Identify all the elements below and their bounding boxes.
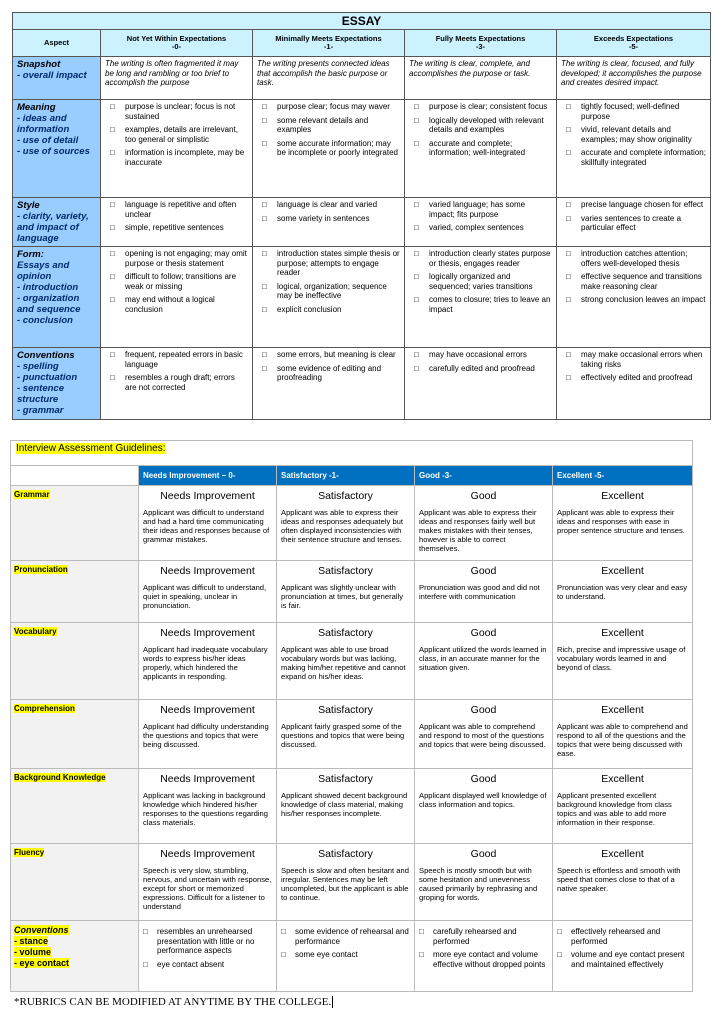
level-cell: Needs Improvement Applicant was difficult to understand, quiet in speaking, unclear in pronunciation. xyxy=(139,560,277,622)
checkbox-item: □ effective sequence and transitions make reasoning clear xyxy=(561,272,706,291)
checkbox-item: □ may end without a logical conclusion xyxy=(105,295,248,314)
aspect-cell: Meaning - ideas and information - use of detail - use of sources xyxy=(13,100,101,198)
interview-row-conventions xyxy=(11,921,693,992)
level-header: Good -3- xyxy=(415,465,553,485)
checkbox-item: □ opening is not engaging; may omit purpose or thesis statement xyxy=(105,249,248,268)
level-cell: Satisfactory Speech is slow and often hesitant and irregular. Sentences may be left uncompleted, but the applicant is able to continue. xyxy=(277,844,415,921)
level-header: Excellent -5- xyxy=(553,465,693,485)
level-cell: Good Speech is mostly smooth but with some hesitation and unevenness caused primarily by rephrasing and groping for words. xyxy=(415,844,553,921)
level-header: Exceeds Expectations -5- xyxy=(557,30,711,57)
checkbox-item: □ precise language chosen for effect xyxy=(561,200,706,210)
checkbox-item: □ introduction catches attention; offers well-developed thesis xyxy=(561,249,706,268)
interview-row-comprehension xyxy=(11,700,693,769)
checkbox-item: □ difficult to follow; transitions are weak or missing xyxy=(105,272,248,291)
level-header: Satisfactory -1- xyxy=(277,465,415,485)
checkbox-item: □ some errors, but meaning is clear xyxy=(257,350,400,360)
criteria-cell xyxy=(405,348,557,420)
essay-row-snapshot xyxy=(13,57,711,100)
checkbox-item: □ volume and eye contact present and maintained effectively xyxy=(553,950,692,969)
level-cell: Excellent Applicant presented excellent background knowledge from class topics and was able to add more information in their response. xyxy=(553,769,693,844)
checkbox-item: □ effectively edited and proofread xyxy=(561,373,706,383)
level-cell: Excellent Speech is effortless and smooth with speed that comes close to that of a native speaker. xyxy=(553,844,693,921)
criteria-cell xyxy=(253,198,405,247)
text-cursor xyxy=(332,996,333,1008)
criteria-cell: The writing is clear, complete, and accomplishes the purpose or task. xyxy=(405,57,557,100)
checkbox-item: □ some eye contact xyxy=(277,950,414,960)
level-header: Fully Meets Expectations -3- xyxy=(405,30,557,57)
checkbox-item: □ logically developed with relevant details and examples xyxy=(409,116,552,135)
criterion-cell: Conventions - stance - volume - eye contact xyxy=(11,921,139,992)
checkbox-item: □ varies sentences to create a particular effect xyxy=(561,214,706,233)
criteria-cell xyxy=(557,100,711,198)
checkbox-item: □ comes to closure; tries to leave an impact xyxy=(409,295,552,314)
level-cell: Good Applicant utilized the words learned in class, in an accurate manner for the situation given. xyxy=(415,623,553,700)
level-cell: Needs Improvement Applicant was difficult to understand and had a hard time communicating their ideas and responses because of grammar mistakes. xyxy=(139,485,277,560)
level-cell: Needs Improvement Speech is very slow, stumbling, nervous, and uncertain with response, except for short or memorized expressions. Difficult for a listener to understand xyxy=(139,844,277,921)
level-cell: Needs Improvement Applicant had difficulty understanding the questions and topics that were being discussed. xyxy=(139,700,277,769)
checkbox-item: □ accurate and complete; information; well-integrated xyxy=(409,139,552,158)
criterion-cell: Vocabulary xyxy=(11,623,139,700)
level-cell: Satisfactory Applicant fairly grasped some of the questions and topics that were being discussed. xyxy=(277,700,415,769)
footnote-text: *RUBRICS CAN BE MODIFIED AT ANYTIME BY THE COLLEGE. xyxy=(14,996,332,1008)
checkbox-item: □ some evidence of rehearsal and performance xyxy=(277,927,414,946)
criteria-cell: The writing is clear, focused, and fully developed; it accomplishes the purpose and creates desired impact. xyxy=(557,57,711,100)
criterion-cell: Background Knowledge xyxy=(11,769,139,844)
level-cell: Excellent Rich, precise and impressive usage of vocabulary words learned in and beyond of class. xyxy=(553,623,693,700)
interview-row-fluency xyxy=(11,844,693,921)
level-cell xyxy=(277,921,415,992)
checkbox-item: □ accurate and complete information; skillfully integrated xyxy=(561,148,706,167)
checkbox-item: □ explicit conclusion xyxy=(257,305,400,315)
checkbox-item: □ purpose clear; focus may waver xyxy=(257,102,400,112)
level-cell: Good Applicant displayed well knowledge of class information and topics. xyxy=(415,769,553,844)
interview-row-grammar xyxy=(11,485,693,560)
checkbox-item: □ carefully edited and proofread xyxy=(409,364,552,374)
checkbox-item: □ information is incomplete, may be inaccurate xyxy=(105,148,248,167)
checkbox-item: □ more eye contact and volume effective without dropped points xyxy=(415,950,552,969)
level-cell: Needs Improvement Applicant was lacking in background knowledge which hindered his/her responses to the questions regarding class materials. xyxy=(139,769,277,844)
level-cell: Satisfactory Applicant was able to express their ideas and responses adequately but often displayed inconsistencies with their sentence structure and tenses. xyxy=(277,485,415,560)
header-blank xyxy=(11,465,139,485)
interview-row-vocabulary xyxy=(11,623,693,700)
level-cell xyxy=(553,921,693,992)
footnote[interactable] xyxy=(14,996,333,1008)
criterion-cell: Comprehension xyxy=(11,700,139,769)
checkbox-item: □ strong conclusion leaves an impact xyxy=(561,295,706,305)
level-cell: Satisfactory Applicant showed decent background knowledge of class material, making his/her responses incomplete. xyxy=(277,769,415,844)
checkbox-item: □ eye contact absent xyxy=(139,960,276,970)
interview-row-background-knowledge xyxy=(11,769,693,844)
checkbox-item: □ some evidence of editing and proofreading xyxy=(257,364,400,383)
checkbox-item: □ logical, organization; sequence may be ineffective xyxy=(257,282,400,301)
criterion-cell: Grammar xyxy=(11,485,139,560)
checkbox-item: □ some accurate information; may be incomplete or poorly integrated xyxy=(257,139,400,158)
interview-row-pronunciation xyxy=(11,560,693,622)
aspect-cell: Form: Essays and opinion - introduction - organization and sequence - conclusion xyxy=(13,247,101,348)
criterion-cell: Fluency xyxy=(11,844,139,921)
level-cell: Good Pronunciation was good and did not interfere with communication xyxy=(415,560,553,622)
aspect-header: Aspect xyxy=(13,30,101,57)
criteria-cell xyxy=(557,348,711,420)
checkbox-item: □ some variety in sentences xyxy=(257,214,400,224)
criteria-cell xyxy=(557,198,711,247)
criterion-cell: Pronunciation xyxy=(11,560,139,622)
checkbox-item: □ carefully rehearsed and performed xyxy=(415,927,552,946)
level-cell: Excellent Pronunciation was very clear and easy to understand. xyxy=(553,560,693,622)
checkbox-item: □ varied, complex sentences xyxy=(409,223,552,233)
essay-row-conventions xyxy=(13,348,711,420)
criteria-cell xyxy=(253,348,405,420)
level-cell: Satisfactory Applicant was slightly unclear with pronunciation at times, but generally is fair. xyxy=(277,560,415,622)
checkbox-item: □ varied language; has some impact; fits purpose xyxy=(409,200,552,219)
criteria-cell xyxy=(557,247,711,348)
essay-row-style xyxy=(13,198,711,247)
criteria-cell xyxy=(101,348,253,420)
level-header: Needs Improvement – 0- xyxy=(139,465,277,485)
criteria-cell xyxy=(101,198,253,247)
essay-rubric-table xyxy=(12,12,711,420)
criteria-cell xyxy=(101,100,253,198)
checkbox-item: □ some relevant details and examples xyxy=(257,116,400,135)
checkbox-item: □ introduction clearly states purpose or thesis, engages reader xyxy=(409,249,552,268)
level-header: Minimally Meets Expectations -1- xyxy=(253,30,405,57)
criteria-cell xyxy=(405,247,557,348)
level-cell xyxy=(415,921,553,992)
checkbox-item: □ resembles an unrehearsed presentation with little or no performance aspects xyxy=(139,927,276,956)
criteria-cell xyxy=(405,198,557,247)
essay-header-row xyxy=(13,30,711,57)
checkbox-item: □ purpose is unclear; focus is not sustained xyxy=(105,102,248,121)
criteria-cell xyxy=(101,247,253,348)
essay-row-meaning xyxy=(13,100,711,198)
checkbox-item: □ resembles a rough draft; errors are not corrected xyxy=(105,373,248,392)
level-cell: Needs Improvement Applicant had inadequate vocabulary words to express his/her ideas properly, which hindered the applicants in responding. xyxy=(139,623,277,700)
interview-title: Interview Assessment Guidelines: xyxy=(11,441,693,466)
checkbox-item: □ vivid, relevant details and examples; may show originality xyxy=(561,125,706,144)
level-cell: Excellent Applicant was able to express their ideas and responses with ease in proper sentence structure and tenses. xyxy=(553,485,693,560)
checkbox-item: □ simple, repetitive sentences xyxy=(105,223,248,233)
level-cell: Satisfactory Applicant was able to use broad vocabulary words but was lacking, making him/her repetitive and cannot expand on his/her ideas. xyxy=(277,623,415,700)
checkbox-item: □ language is repetitive and often unclear xyxy=(105,200,248,219)
checkbox-item: □ tightly focused; well-defined purpose xyxy=(561,102,706,121)
essay-title: ESSAY xyxy=(13,13,711,30)
checkbox-item: □ may make occasional errors when taking risks xyxy=(561,350,706,369)
criteria-cell xyxy=(405,100,557,198)
level-cell: Excellent Applicant was able to comprehend and respond to all of the questions and the topics that were being discussed with ease. xyxy=(553,700,693,769)
aspect-cell: Style - clarity, variety, and impact of language xyxy=(13,198,101,247)
level-cell: Good Applicant was able to express their ideas and responses fairly well but makes mistakes with their tenses, however is able to correct themselves. xyxy=(415,485,553,560)
checkbox-item: □ frequent, repeated errors in basic language xyxy=(105,350,248,369)
checkbox-item: □ language is clear and varied xyxy=(257,200,400,210)
aspect-cell: Conventions - spelling - punctuation - sentence structure - grammar xyxy=(13,348,101,420)
criteria-cell xyxy=(253,100,405,198)
level-cell xyxy=(139,921,277,992)
checkbox-item: □ introduction states simple thesis or purpose; attempts to engage reader xyxy=(257,249,400,278)
criteria-cell xyxy=(253,247,405,348)
interview-header-row xyxy=(11,465,693,485)
checkbox-item: □ examples, details are irrelevant, too general or simplistic xyxy=(105,125,248,144)
checkbox-item: □ purpose is clear; consistent focus xyxy=(409,102,552,112)
criteria-cell: The writing presents connected ideas that accomplish the basic purpose or task. xyxy=(253,57,405,100)
interview-rubric-table xyxy=(10,440,693,992)
level-header: Not Yet Within Expectations -0- xyxy=(101,30,253,57)
aspect-cell: Snapshot - overall impact xyxy=(13,57,101,100)
essay-row-form xyxy=(13,247,711,348)
checkbox-item: □ effectively rehearsed and performed xyxy=(553,927,692,946)
level-cell: Good Applicant was able to comprehend and respond to most of the questions and topics that were being discussed. xyxy=(415,700,553,769)
criteria-cell: The writing is often fragmented it may be long and rambling or too brief to accomplish the purpose xyxy=(101,57,253,100)
checkbox-item: □ logically organized and sequenced; varies transitions xyxy=(409,272,552,291)
checkbox-item: □ may have occasional errors xyxy=(409,350,552,360)
